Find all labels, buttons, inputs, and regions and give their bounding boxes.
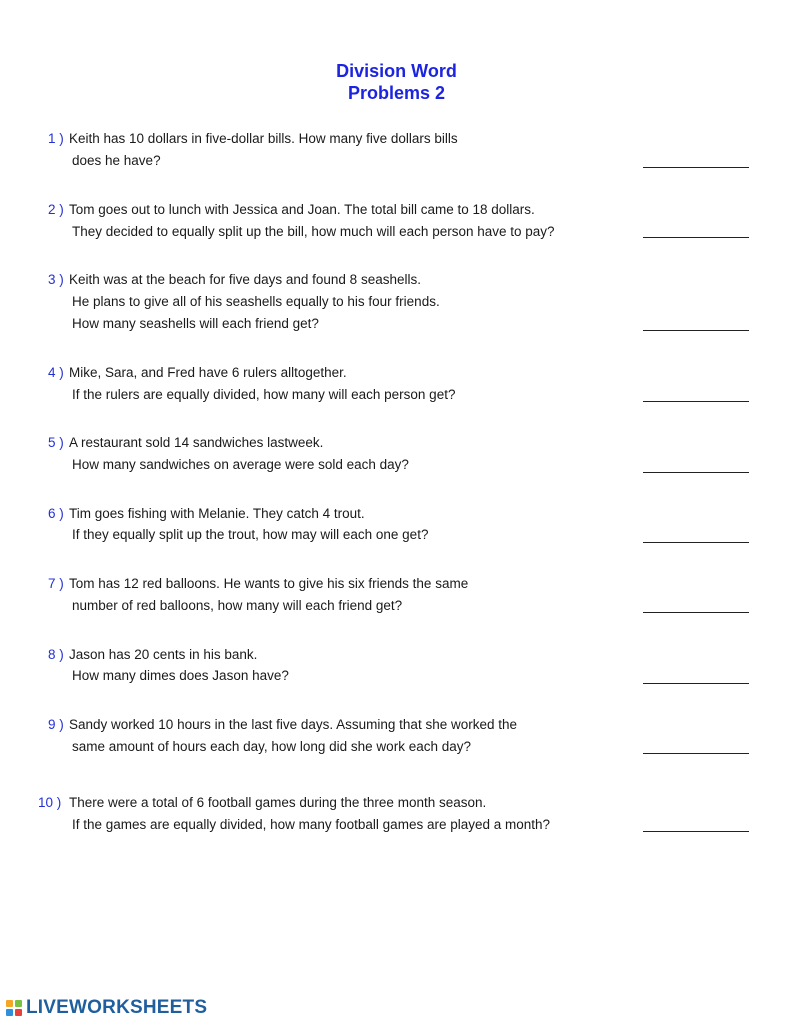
problem-text-line: Keith has 10 dollars in five-dollar bills. How many five dollars bills <box>69 131 458 146</box>
liveworksheets-logo[interactable] <box>6 997 207 1019</box>
worksheet-title <box>0 60 793 104</box>
problem-text-line: does he have? <box>72 153 161 168</box>
problem-text-line: A restaurant sold 14 sandwiches lastweek. <box>69 435 324 450</box>
problem-number: 4 ) <box>48 365 64 380</box>
problem-text-line: Sandy worked 10 hours in the last five days. Assuming that she worked the <box>69 717 517 732</box>
problem-text-line: If the rulers are equally divided, how many will each person get? <box>72 387 456 402</box>
title-line-2: Problems 2 <box>347 83 446 103</box>
answer-blank-1[interactable] <box>643 167 749 168</box>
problem-number: 5 ) <box>48 435 64 450</box>
problem-text-line: They decided to equally split up the bill, how much will each person have to pay? <box>72 224 555 239</box>
logo-text: LIVEWORKSHEETS <box>26 997 208 1018</box>
problem-text-line: How many sandwiches on average were sold each day? <box>72 457 409 472</box>
problem-number: 2 ) <box>48 202 64 217</box>
problem-number: 3 ) <box>48 272 64 287</box>
answer-blank-7[interactable] <box>643 612 749 613</box>
answer-blank-2[interactable] <box>643 237 749 238</box>
problem-text-line: If the games are equally divided, how many football games are played a month? <box>72 817 551 832</box>
problem-text-line: number of red balloons, how many will each friend get? <box>72 598 403 613</box>
answer-blank-8[interactable] <box>643 683 749 684</box>
answer-blank-4[interactable] <box>643 401 749 402</box>
answer-blank-5[interactable] <box>643 472 749 473</box>
problem-text-line: same amount of hours each day, how long did she work each day? <box>72 739 471 754</box>
problem-number: 7 ) <box>48 576 64 591</box>
title-line-1: Division Word <box>336 61 457 81</box>
problem-text-line: Keith was at the beach for five days and found 8 seashells. <box>69 272 421 287</box>
problem-text-line: How many seashells will each friend get? <box>72 316 319 331</box>
problem-text-line: Tim goes fishing with Melanie. They catch 4 trout. <box>69 506 365 521</box>
answer-blank-3[interactable] <box>643 330 749 331</box>
problem-text-line: How many dimes does Jason have? <box>72 668 289 683</box>
problem-text-line: If they equally split up the trout, how may will each one get? <box>72 527 429 542</box>
problem-text-line: Tom goes out to lunch with Jessica and Joan. The total bill came to 18 dollars. <box>69 202 535 217</box>
problem-text-line: Jason has 20 cents in his bank. <box>69 647 258 662</box>
answer-blank-6[interactable] <box>643 542 749 543</box>
problem-number: 8 ) <box>48 647 64 662</box>
problem-text-line: He plans to give all of his seashells equally to his four friends. <box>72 294 440 309</box>
problem-text-line: Tom has 12 red balloons. He wants to give his six friends the same <box>69 576 469 591</box>
answer-blank-9[interactable] <box>643 753 749 754</box>
problem-number: 9 ) <box>48 717 64 732</box>
problem-number: 10 ) <box>38 795 62 810</box>
answer-blank-10[interactable] <box>643 831 749 832</box>
problem-number: 1 ) <box>48 131 64 146</box>
liveworksheets-logo-icon <box>6 1000 23 1017</box>
problem-text-line: There were a total of 6 football games during the three month season. <box>69 795 487 810</box>
problem-text-line: Mike, Sara, and Fred have 6 rulers alltogether. <box>69 365 347 380</box>
problem-number: 6 ) <box>48 506 64 521</box>
